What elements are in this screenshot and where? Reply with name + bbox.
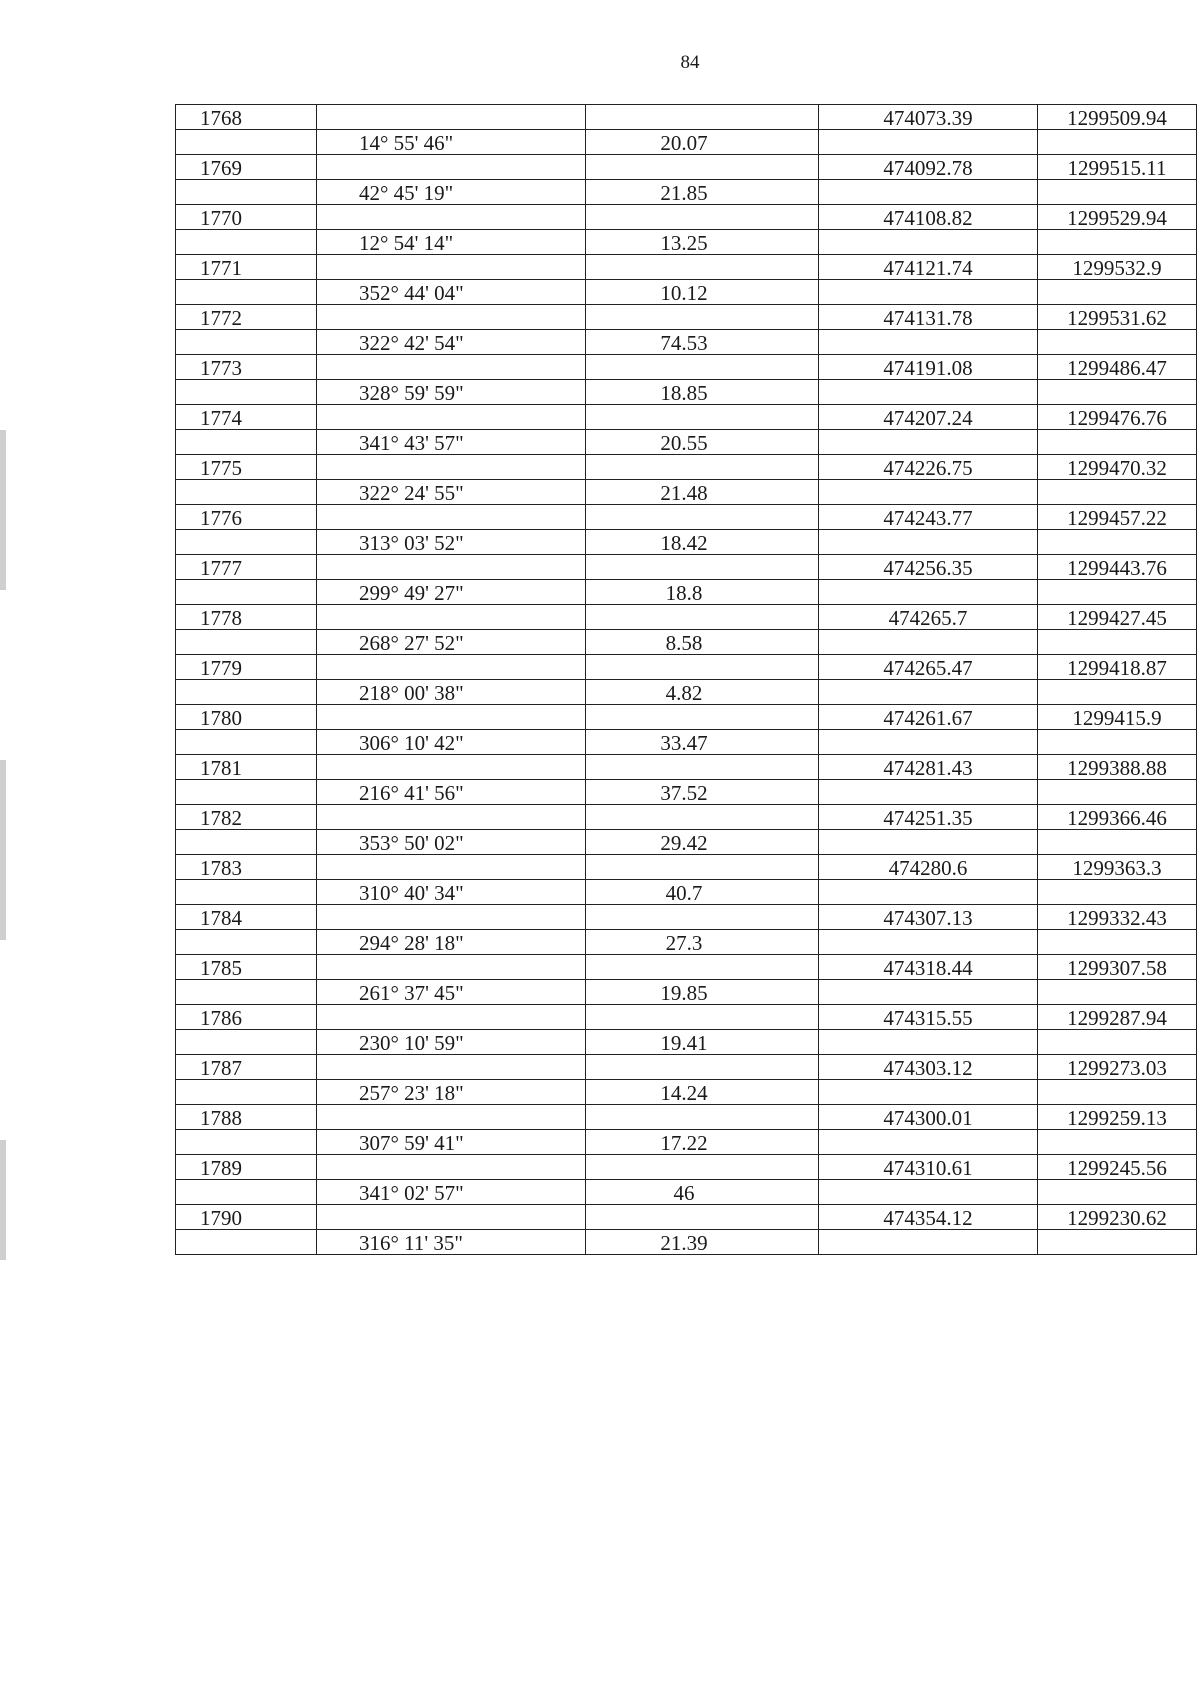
northing-value: 474251.35 xyxy=(819,805,1038,830)
empty-cell xyxy=(1038,180,1197,205)
point-row xyxy=(176,305,1197,330)
bearing-value: 230° 10' 59" xyxy=(317,1030,586,1055)
point-row xyxy=(176,655,1197,680)
point-id: 1768 xyxy=(176,105,317,130)
empty-cell xyxy=(317,1055,586,1080)
empty-cell xyxy=(1038,1030,1197,1055)
point-row xyxy=(176,155,1197,180)
scan-edge-mark xyxy=(0,760,6,940)
leg-row xyxy=(176,1130,1197,1155)
point-row xyxy=(176,1155,1197,1180)
empty-cell xyxy=(586,555,819,580)
empty-cell xyxy=(586,805,819,830)
empty-cell xyxy=(586,105,819,130)
empty-cell xyxy=(176,830,317,855)
empty-cell xyxy=(176,930,317,955)
leg-row xyxy=(176,830,1197,855)
empty-cell xyxy=(317,305,586,330)
empty-cell xyxy=(1038,580,1197,605)
empty-cell xyxy=(586,355,819,380)
empty-cell xyxy=(819,280,1038,305)
easting-value: 1299259.13 xyxy=(1038,1105,1197,1130)
empty-cell xyxy=(317,455,586,480)
empty-cell xyxy=(1038,930,1197,955)
northing-value: 474131.78 xyxy=(819,305,1038,330)
point-id: 1771 xyxy=(176,255,317,280)
point-row xyxy=(176,205,1197,230)
northing-value: 474300.01 xyxy=(819,1105,1038,1130)
empty-cell xyxy=(176,780,317,805)
northing-value: 474108.82 xyxy=(819,205,1038,230)
leg-row xyxy=(176,480,1197,505)
point-id: 1785 xyxy=(176,955,317,980)
empty-cell xyxy=(317,905,586,930)
empty-cell xyxy=(317,855,586,880)
point-id: 1784 xyxy=(176,905,317,930)
empty-cell xyxy=(176,980,317,1005)
empty-cell xyxy=(819,130,1038,155)
northing-value: 474318.44 xyxy=(819,955,1038,980)
empty-cell xyxy=(586,1205,819,1230)
empty-cell xyxy=(176,330,317,355)
empty-cell xyxy=(819,1030,1038,1055)
empty-cell xyxy=(586,1105,819,1130)
point-row xyxy=(176,505,1197,530)
empty-cell xyxy=(819,580,1038,605)
distance-value: 21.39 xyxy=(586,1230,819,1255)
leg-row xyxy=(176,180,1197,205)
empty-cell xyxy=(1038,330,1197,355)
empty-cell xyxy=(317,205,586,230)
easting-value: 1299307.58 xyxy=(1038,955,1197,980)
bearing-value: 313° 03' 52" xyxy=(317,530,586,555)
empty-cell xyxy=(176,1180,317,1205)
point-row xyxy=(176,255,1197,280)
bearing-value: 294° 28' 18" xyxy=(317,930,586,955)
easting-value: 1299363.3 xyxy=(1038,855,1197,880)
empty-cell xyxy=(317,155,586,180)
leg-row xyxy=(176,530,1197,555)
empty-cell xyxy=(1038,680,1197,705)
point-id: 1787 xyxy=(176,1055,317,1080)
distance-value: 20.55 xyxy=(586,430,819,455)
point-id: 1783 xyxy=(176,855,317,880)
empty-cell xyxy=(819,880,1038,905)
point-id: 1773 xyxy=(176,355,317,380)
easting-value: 1299287.94 xyxy=(1038,1005,1197,1030)
empty-cell xyxy=(586,405,819,430)
empty-cell xyxy=(317,755,586,780)
northing-value: 474303.12 xyxy=(819,1055,1038,1080)
northing-value: 474281.43 xyxy=(819,755,1038,780)
bearing-value: 307° 59' 41" xyxy=(317,1130,586,1155)
easting-value: 1299230.62 xyxy=(1038,1205,1197,1230)
empty-cell xyxy=(1038,1230,1197,1255)
empty-cell xyxy=(317,505,586,530)
scan-edge-mark xyxy=(0,1140,6,1260)
empty-cell xyxy=(176,480,317,505)
empty-cell xyxy=(1038,630,1197,655)
distance-value: 17.22 xyxy=(586,1130,819,1155)
bearing-value: 14° 55' 46" xyxy=(317,130,586,155)
empty-cell xyxy=(819,380,1038,405)
point-id: 1775 xyxy=(176,455,317,480)
leg-row xyxy=(176,980,1197,1005)
distance-value: 46 xyxy=(586,1180,819,1205)
empty-cell xyxy=(1038,1180,1197,1205)
leg-row xyxy=(176,1180,1197,1205)
easting-value: 1299332.43 xyxy=(1038,905,1197,930)
point-id: 1781 xyxy=(176,755,317,780)
point-row xyxy=(176,555,1197,580)
leg-row xyxy=(176,1030,1197,1055)
empty-cell xyxy=(586,1055,819,1080)
leg-row xyxy=(176,380,1197,405)
leg-row xyxy=(176,330,1197,355)
empty-cell xyxy=(819,730,1038,755)
easting-value: 1299529.94 xyxy=(1038,205,1197,230)
empty-cell xyxy=(586,1155,819,1180)
point-id: 1788 xyxy=(176,1105,317,1130)
distance-value: 18.85 xyxy=(586,380,819,405)
empty-cell xyxy=(176,680,317,705)
empty-cell xyxy=(819,180,1038,205)
empty-cell xyxy=(176,880,317,905)
bearing-value: 42° 45' 19" xyxy=(317,180,586,205)
point-row xyxy=(176,855,1197,880)
empty-cell xyxy=(819,680,1038,705)
point-row xyxy=(176,1205,1197,1230)
point-row xyxy=(176,755,1197,780)
distance-value: 14.24 xyxy=(586,1080,819,1105)
empty-cell xyxy=(1038,1130,1197,1155)
empty-cell xyxy=(176,180,317,205)
empty-cell xyxy=(176,1230,317,1255)
point-row xyxy=(176,805,1197,830)
northing-value: 474261.67 xyxy=(819,705,1038,730)
northing-value: 474265.7 xyxy=(819,605,1038,630)
northing-value: 474265.47 xyxy=(819,655,1038,680)
empty-cell xyxy=(586,305,819,330)
empty-cell xyxy=(586,1005,819,1030)
point-row xyxy=(176,355,1197,380)
easting-value: 1299532.9 xyxy=(1038,255,1197,280)
distance-value: 40.7 xyxy=(586,880,819,905)
empty-cell xyxy=(586,655,819,680)
northing-value: 474191.08 xyxy=(819,355,1038,380)
bearing-value: 257° 23' 18" xyxy=(317,1080,586,1105)
point-id: 1779 xyxy=(176,655,317,680)
point-id: 1770 xyxy=(176,205,317,230)
empty-cell xyxy=(819,430,1038,455)
empty-cell xyxy=(1038,530,1197,555)
point-id: 1778 xyxy=(176,605,317,630)
empty-cell xyxy=(586,905,819,930)
leg-row xyxy=(176,1230,1197,1255)
empty-cell xyxy=(317,955,586,980)
empty-cell xyxy=(1038,830,1197,855)
northing-value: 474243.77 xyxy=(819,505,1038,530)
bearing-value: 322° 24' 55" xyxy=(317,480,586,505)
empty-cell xyxy=(317,405,586,430)
point-row xyxy=(176,955,1197,980)
empty-cell xyxy=(819,530,1038,555)
empty-cell xyxy=(176,380,317,405)
easting-value: 1299509.94 xyxy=(1038,105,1197,130)
bearing-value: 352° 44' 04" xyxy=(317,280,586,305)
leg-row xyxy=(176,1080,1197,1105)
empty-cell xyxy=(176,630,317,655)
point-row xyxy=(176,605,1197,630)
point-row xyxy=(176,1055,1197,1080)
empty-cell xyxy=(317,1005,586,1030)
distance-value: 19.41 xyxy=(586,1030,819,1055)
empty-cell xyxy=(586,705,819,730)
bearing-value: 322° 42' 54" xyxy=(317,330,586,355)
page-number: 84 xyxy=(680,52,700,73)
northing-value: 474073.39 xyxy=(819,105,1038,130)
empty-cell xyxy=(176,1130,317,1155)
easting-value: 1299415.9 xyxy=(1038,705,1197,730)
empty-cell xyxy=(317,355,586,380)
point-id: 1772 xyxy=(176,305,317,330)
bearing-value: 341° 43' 57" xyxy=(317,430,586,455)
point-id: 1774 xyxy=(176,405,317,430)
bearing-value: 310° 40' 34" xyxy=(317,880,586,905)
easting-value: 1299470.32 xyxy=(1038,455,1197,480)
empty-cell xyxy=(176,280,317,305)
bearing-value: 353° 50' 02" xyxy=(317,830,586,855)
point-id: 1790 xyxy=(176,1205,317,1230)
point-row xyxy=(176,1005,1197,1030)
empty-cell xyxy=(819,230,1038,255)
point-row xyxy=(176,705,1197,730)
northing-value: 474280.6 xyxy=(819,855,1038,880)
empty-cell xyxy=(176,580,317,605)
coordinate-table-body xyxy=(176,105,1197,1255)
point-id: 1782 xyxy=(176,805,317,830)
empty-cell xyxy=(317,805,586,830)
northing-value: 474256.35 xyxy=(819,555,1038,580)
empty-cell xyxy=(819,930,1038,955)
empty-cell xyxy=(317,705,586,730)
distance-value: 18.42 xyxy=(586,530,819,555)
leg-row xyxy=(176,280,1197,305)
empty-cell xyxy=(1038,130,1197,155)
leg-row xyxy=(176,680,1197,705)
empty-cell xyxy=(1038,430,1197,455)
easting-value: 1299515.11 xyxy=(1038,155,1197,180)
empty-cell xyxy=(317,255,586,280)
northing-value: 474207.24 xyxy=(819,405,1038,430)
leg-row xyxy=(176,880,1197,905)
distance-value: 20.07 xyxy=(586,130,819,155)
easting-value: 1299443.76 xyxy=(1038,555,1197,580)
distance-value: 21.85 xyxy=(586,180,819,205)
bearing-value: 261° 37' 45" xyxy=(317,980,586,1005)
distance-value: 18.8 xyxy=(586,580,819,605)
leg-row xyxy=(176,230,1197,255)
empty-cell xyxy=(819,480,1038,505)
northing-value: 474307.13 xyxy=(819,905,1038,930)
leg-row xyxy=(176,780,1197,805)
empty-cell xyxy=(586,855,819,880)
leg-row xyxy=(176,580,1197,605)
empty-cell xyxy=(176,1030,317,1055)
bearing-value: 216° 41' 56" xyxy=(317,780,586,805)
empty-cell xyxy=(819,330,1038,355)
distance-value: 4.82 xyxy=(586,680,819,705)
empty-cell xyxy=(317,605,586,630)
empty-cell xyxy=(819,1080,1038,1105)
empty-cell xyxy=(317,105,586,130)
distance-value: 19.85 xyxy=(586,980,819,1005)
easting-value: 1299418.87 xyxy=(1038,655,1197,680)
point-id: 1769 xyxy=(176,155,317,180)
leg-row xyxy=(176,930,1197,955)
empty-cell xyxy=(317,1205,586,1230)
bearing-value: 316° 11' 35" xyxy=(317,1230,586,1255)
northing-value: 474315.55 xyxy=(819,1005,1038,1030)
easting-value: 1299273.03 xyxy=(1038,1055,1197,1080)
bearing-value: 328° 59' 59" xyxy=(317,380,586,405)
empty-cell xyxy=(1038,280,1197,305)
distance-value: 21.48 xyxy=(586,480,819,505)
point-id: 1786 xyxy=(176,1005,317,1030)
empty-cell xyxy=(819,830,1038,855)
point-id: 1789 xyxy=(176,1155,317,1180)
empty-cell xyxy=(586,455,819,480)
empty-cell xyxy=(1038,880,1197,905)
empty-cell xyxy=(586,505,819,530)
distance-value: 33.47 xyxy=(586,730,819,755)
northing-value: 474092.78 xyxy=(819,155,1038,180)
empty-cell xyxy=(1038,230,1197,255)
leg-row xyxy=(176,130,1197,155)
coordinate-table xyxy=(175,104,1197,1255)
point-id: 1776 xyxy=(176,505,317,530)
empty-cell xyxy=(1038,980,1197,1005)
northing-value: 474121.74 xyxy=(819,255,1038,280)
empty-cell xyxy=(176,230,317,255)
empty-cell xyxy=(176,1080,317,1105)
empty-cell xyxy=(586,255,819,280)
bearing-value: 299° 49' 27" xyxy=(317,580,586,605)
scan-edge-mark xyxy=(0,430,6,590)
point-id: 1777 xyxy=(176,555,317,580)
easting-value: 1299531.62 xyxy=(1038,305,1197,330)
bearing-value: 218° 00' 38" xyxy=(317,680,586,705)
empty-cell xyxy=(819,1130,1038,1155)
distance-value: 27.3 xyxy=(586,930,819,955)
empty-cell xyxy=(819,1180,1038,1205)
empty-cell xyxy=(819,980,1038,1005)
easting-value: 1299427.45 xyxy=(1038,605,1197,630)
empty-cell xyxy=(1038,380,1197,405)
easting-value: 1299476.76 xyxy=(1038,405,1197,430)
leg-row xyxy=(176,730,1197,755)
empty-cell xyxy=(317,1155,586,1180)
empty-cell xyxy=(317,555,586,580)
point-row xyxy=(176,405,1197,430)
empty-cell xyxy=(317,655,586,680)
empty-cell xyxy=(1038,480,1197,505)
distance-value: 74.53 xyxy=(586,330,819,355)
distance-value: 13.25 xyxy=(586,230,819,255)
leg-row xyxy=(176,630,1197,655)
empty-cell xyxy=(176,130,317,155)
empty-cell xyxy=(819,780,1038,805)
point-row xyxy=(176,105,1197,130)
northing-value: 474310.61 xyxy=(819,1155,1038,1180)
empty-cell xyxy=(176,730,317,755)
northing-value: 474354.12 xyxy=(819,1205,1038,1230)
empty-cell xyxy=(586,205,819,230)
empty-cell xyxy=(176,530,317,555)
empty-cell xyxy=(586,605,819,630)
point-row xyxy=(176,1105,1197,1130)
leg-row xyxy=(176,430,1197,455)
empty-cell xyxy=(1038,730,1197,755)
easting-value: 1299388.88 xyxy=(1038,755,1197,780)
distance-value: 37.52 xyxy=(586,780,819,805)
distance-value: 8.58 xyxy=(586,630,819,655)
empty-cell xyxy=(317,1105,586,1130)
bearing-value: 306° 10' 42" xyxy=(317,730,586,755)
point-id: 1780 xyxy=(176,705,317,730)
empty-cell xyxy=(586,955,819,980)
bearing-value: 341° 02' 57" xyxy=(317,1180,586,1205)
empty-cell xyxy=(819,1230,1038,1255)
point-row xyxy=(176,905,1197,930)
empty-cell xyxy=(586,755,819,780)
distance-value: 29.42 xyxy=(586,830,819,855)
empty-cell xyxy=(176,430,317,455)
bearing-value: 12° 54' 14" xyxy=(317,230,586,255)
northing-value: 474226.75 xyxy=(819,455,1038,480)
empty-cell xyxy=(819,630,1038,655)
empty-cell xyxy=(1038,1080,1197,1105)
easting-value: 1299457.22 xyxy=(1038,505,1197,530)
empty-cell xyxy=(1038,780,1197,805)
easting-value: 1299486.47 xyxy=(1038,355,1197,380)
bearing-value: 268° 27' 52" xyxy=(317,630,586,655)
easting-value: 1299366.46 xyxy=(1038,805,1197,830)
point-row xyxy=(176,455,1197,480)
easting-value: 1299245.56 xyxy=(1038,1155,1197,1180)
distance-value: 10.12 xyxy=(586,280,819,305)
empty-cell xyxy=(586,155,819,180)
